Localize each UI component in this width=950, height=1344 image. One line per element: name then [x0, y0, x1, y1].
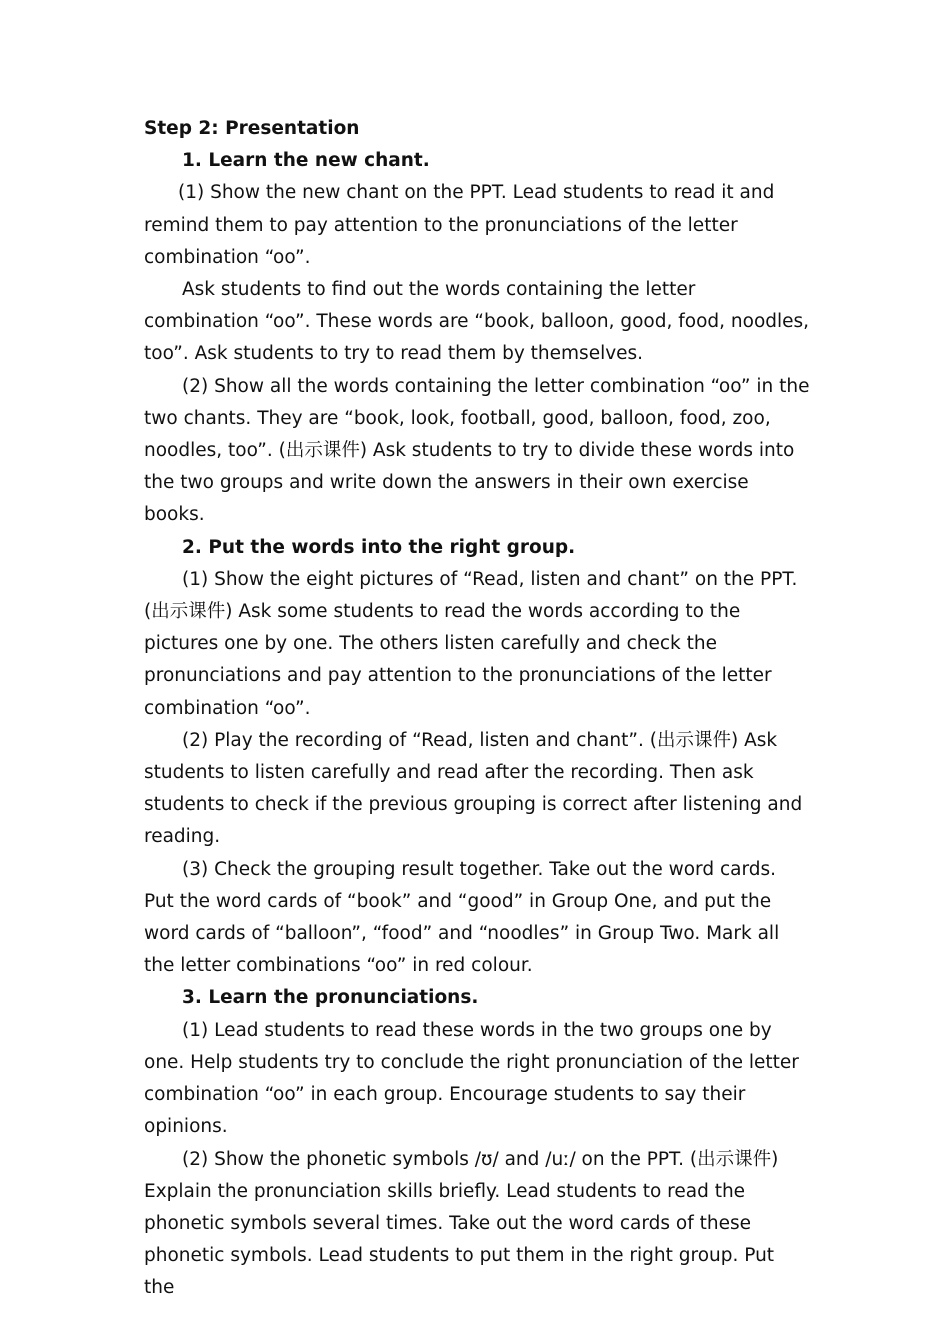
section-1-paragraph-2: Ask students to find out the words containing the letter combination “oo”. These words are “book, balloon, good, food, noodles, too”. Ask students to try to read them by themselves. — [144, 279, 810, 365]
section-2-paragraph-2: (2) Play the recording of “Read, listen and chant”. (出示课件) Ask students to listen carefully and read after the recording. Then ask students to check if the previous grouping is correct after listening and reading. — [144, 729, 803, 848]
section-2-paragraph-3: (3) Check the grouping result together. Take out the word cards. Put the word cards of “book” and “good” in Group One, and put the word cards of “balloon”, “food” and “noodles” in Group Two. Mark all the letter combinations “oo” in red colour. — [144, 858, 780, 977]
section-1-paragraph-3: (2) Show all the words containing the letter combination “oo” in the two chants. They are “book, look, football, good, balloon, food, zoo, noodles, too”. (出示课件) Ask students to try to divide these words into the two groups and write down the answers in their own exercise books. — [144, 375, 810, 526]
section-2-heading: 2. Put the words into the right group. — [182, 536, 576, 558]
section-3-paragraph-1: (1) Lead students to read these words in the two groups one by one. Help students try to conclude the right pronunciation of the letter combination “oo” in each group. Encourage students to say their opinions. — [144, 1019, 799, 1138]
document-body — [144, 113, 810, 1305]
section-2-paragraph-1: (1) Show the eight pictures of “Read, listen and chant” on the PPT. (出示课件) Ask some students to read the words according to the pictures one by one. The others listen carefully and check the pronunciations and pay attention to the pronunciations of the letter combination “oo”. — [144, 568, 798, 719]
section-1-paragraph-1: (1) Show the new chant on the PPT. Lead students to read it and remind them to pay attention to the pronunciations of the letter combination “oo”. — [144, 182, 775, 268]
section-3-heading: 3. Learn the pronunciations. — [182, 987, 479, 1009]
section-1-heading: 1. Learn the new chant. — [182, 150, 430, 172]
section-3-paragraph-2: (2) Show the phonetic symbols /ʊ/ and /uː/ on the PPT. (出示课件) Explain the pronunciation skills briefly. Lead students to read the phonetic symbols several times. Take out the word cards of these phonetic symbols. Lead students to put them in the right group. Put the — [144, 1148, 779, 1299]
step-title: Step 2: Presentation — [144, 118, 360, 139]
